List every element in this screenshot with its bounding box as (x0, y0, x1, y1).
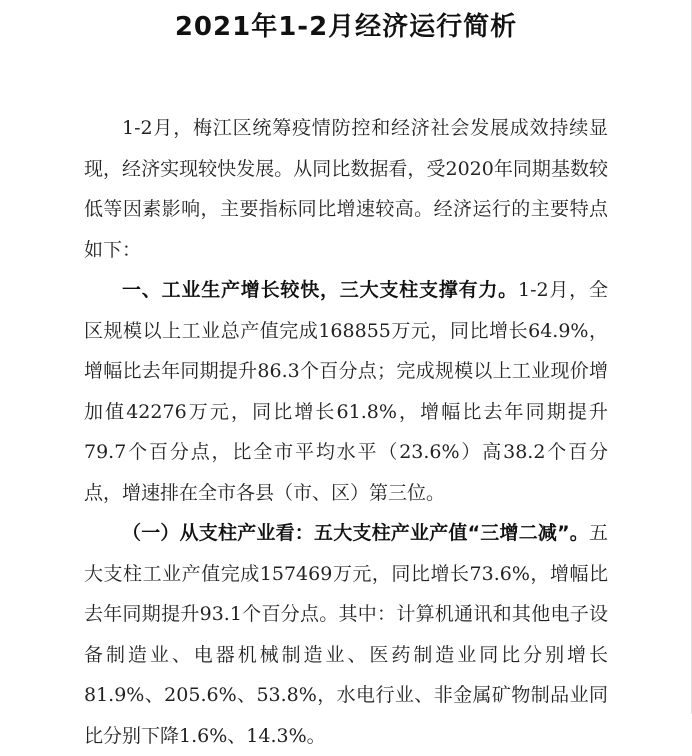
intro-paragraph: 1-2月，梅江区统筹疫情防控和经济社会发展成效持续显现，经济实现较快发展。从同比数据看，受2020年同期基数较低等因素影响，主要指标同比增速较高。经济运行的主要特点如下： (84, 117, 608, 261)
section-1-1-paragraph (84, 513, 608, 756)
document-body (84, 108, 608, 756)
section-1-paragraph (84, 270, 608, 513)
document-title: 2021年1-2月经济运行简析 (174, 12, 518, 42)
section-1-1-heading: （一）从支柱产业看：五大支柱产业产值“三增二减”。 (122, 522, 589, 544)
section-1-1-text: 五大支柱工业产值完成157469万元，同比增长73.6%，增幅比去年同期提升93.1个百分点。其中：计算机通讯和其他电子设备制造业、电器机械制造业、医药制造业同比分别增长81.9%、205.6%、53.8%，水电行业、非金属矿物制品业同比分别下降1.6%、14.3%。 (84, 522, 608, 747)
section-1-heading: 一、工业生产增长较快，三大支柱支撑有力。 (122, 279, 518, 301)
section-1-text: 1-2月，全区规模以上工业总产值完成168855万元，同比增长64.9%，增幅比去年同期提升86.3个百分点；完成规模以上工业现价增加值42276万元，同比增长61.8%，增幅比去年同期提升79.7个百分点，比全市平均水平（23.6%）高38.2个百分点，增速排在全市各县（市、区）第三位。 (84, 279, 608, 504)
